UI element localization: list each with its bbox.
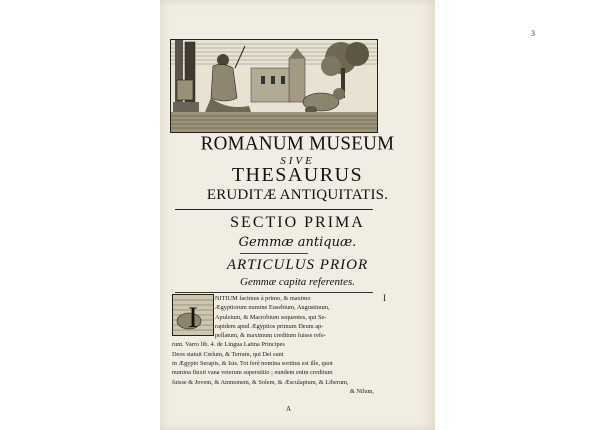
body-line: runt. Varro lib. 4. de Lingua Latina Principes xyxy=(172,341,285,349)
section-title: SECTIO PRIMA xyxy=(230,214,365,231)
body-line: pellatum, & maximum creditum fuisse refe- xyxy=(215,332,326,340)
title-sive: SIVE xyxy=(280,155,315,167)
body-line: fuisse & Jovem, & Ammonem, & Solem, & Æsculapium, & Liberum, xyxy=(172,378,349,386)
short-divider-rule xyxy=(240,253,308,254)
body-line: Apuleium, & Macrobium sequentes, qui Se- xyxy=(215,313,327,321)
main-title: ROMANUM MUSEUM xyxy=(200,132,395,155)
engraving-illustration xyxy=(170,39,378,133)
body-line: in Ægypto Serapis, & Isis. Tot ferè nomina sortitus est ille, quot xyxy=(172,360,333,368)
divider-rule xyxy=(175,209,373,210)
title-thesaurus: THESAURUS xyxy=(231,164,364,186)
body-line: & Nilum, xyxy=(349,387,374,395)
initial-letter: I xyxy=(188,301,198,334)
body-line: rapidem apud Ægyptios primum Deum ap- xyxy=(215,322,324,330)
article-subtitle: Gemmæ capita referentes. xyxy=(240,276,355,288)
body-line: numina finxit vana veterum superstitio ; eundem enim creditum xyxy=(172,369,333,377)
body-line: Ægyptiorum numine Eusebium, Augustinum, xyxy=(215,304,330,312)
page-mark: 3 xyxy=(531,29,535,38)
title-eruditae: ERUDITÆ ANTIQUITATIS. xyxy=(206,187,389,203)
margin-number: I xyxy=(383,293,386,303)
divider-rule xyxy=(175,292,373,293)
body-line: NITIUM facimus à primo, & maximo xyxy=(215,295,311,302)
section-subtitle: Gemmæ antiquæ. xyxy=(238,235,357,250)
article-title: ARTICULUS PRIOR xyxy=(226,257,369,273)
body-paragraph xyxy=(172,294,374,396)
body-line: Deos statuit Cœlum, & Terram, qui Dei sunt xyxy=(172,350,284,358)
signature-mark: A xyxy=(286,405,292,413)
